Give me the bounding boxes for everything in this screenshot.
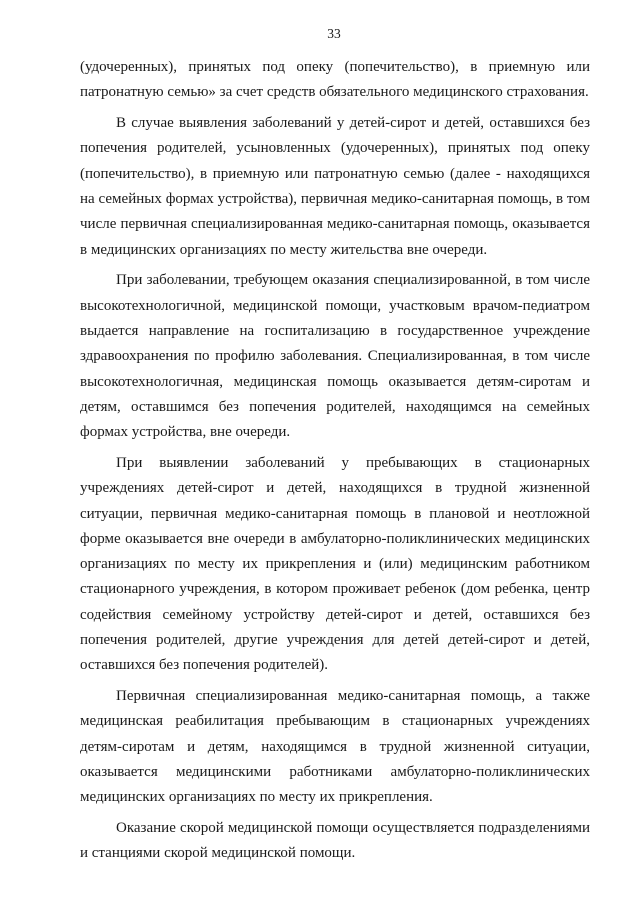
paragraph: В случае выявления заболеваний у детей-сирот и детей, оставшихся без попечения родителей, усыновленных (удочеренных), принятых под опеку (попечительство), в приемную или патронатную семью (далее - находящихся на семейных формах устройства), первичная медико-санитарная помощь, в том числе первичная специализированная медико-санитарная помощь, оказывается в медицинских организациях по месту жительства вне очереди. bbox=[80, 115, 590, 258]
paragraph: Оказание скорой медицинской помощи осуществляется подразделениями и станциями скорой медицинской помощи. bbox=[80, 820, 590, 862]
page-number: 33 bbox=[327, 26, 341, 41]
paragraph: При заболевании, требующем оказания специализированной, в том числе высокотехнологичной, медицинской помощи, участковым врачом-педиатром выдается направление на госпитализацию в государственное учреждение здравоохранения по профилю заболевания. Специализированная, в том числе высокотехнологичная, медицинская помощь оказывается детям-сиротам и детям, оставшимся без попечения родителей, находящимся на семейных формах устройства, вне очереди. bbox=[80, 272, 590, 441]
paragraph: Первичная специализированная медико-санитарная помощь, а также медицинская реабилитация пребывающим в стационарных учреждениях детям-сиротам и детям, находящимся в трудной жизненной ситуации, оказывается медицинскими работниками амбулаторно-поликлинических медицинских организациях по месту их прикрепления. bbox=[80, 688, 590, 806]
paragraph-continuation: (удочеренных), принятых под опеку (попечительство), в приемную или патронатную семью» за счет средств обязательного медицинского страхования. bbox=[80, 59, 590, 101]
paragraph: При выявлении заболеваний у пребывающих в стационарных учреждениях детей-сирот и детей, находящихся в трудной жизненной ситуации, первичная медико-санитарная помощь в плановой и неотложной форме оказывается вне очереди в амбулаторно-поликлинических медицинских организациях по месту их прикрепления и (или) медицинским работником стационарного учреждения, в котором проживает ребенок (дом ребенка, центр содействия семейному устройству детей-сирот и детей, оставшихся без попечения родителей, другие учреждения для детей детей-сирот и детей, оставшихся без попечения родителей). bbox=[80, 454, 590, 674]
document-body bbox=[80, 55, 590, 872]
